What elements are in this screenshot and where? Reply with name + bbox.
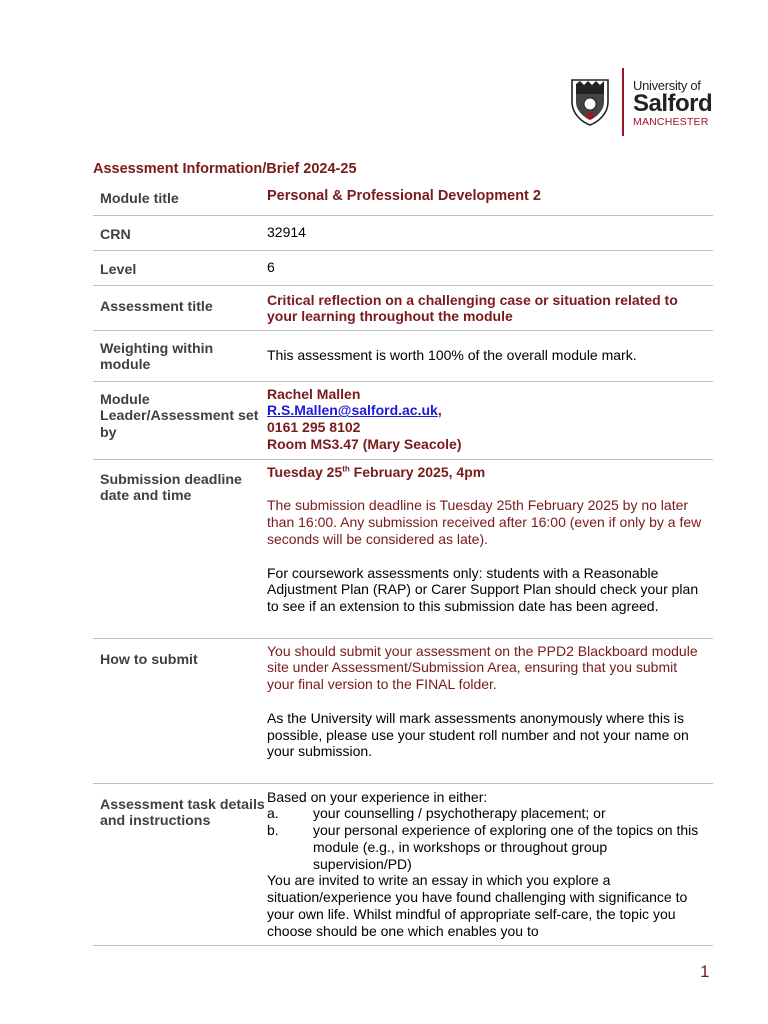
row-how-to-submit xyxy=(93,638,713,783)
row-crn xyxy=(93,215,713,250)
deadline-paragraph: The submission deadline is Tuesday 25th February 2025 by no later than 16:00. Any submission received after 16:00 (even if only by a few seconds will be considered as late). xyxy=(267,497,702,547)
label-module-title: Module title xyxy=(93,180,266,215)
row-level xyxy=(93,250,713,285)
label-crn: CRN xyxy=(93,215,266,250)
submit-instructions: You should submit your assessment on the PPD2 Blackboard module site under Assessment/Submission Area, ensuring that you submit your final version to the FINAL folder. xyxy=(267,642,698,693)
anonymous-marking-note: As the University will mark assessments anonymously where this is possible, please use your student roll number and not your name on your submission. xyxy=(267,709,689,760)
row-task-details xyxy=(93,783,713,945)
value-task-details xyxy=(266,783,713,945)
row-module-leader xyxy=(93,381,713,459)
value-module-title: Personal & Professional Development 2 xyxy=(266,180,713,215)
leader-name: Rachel Mallen xyxy=(267,385,361,402)
leader-email-link[interactable]: R.S.Mallen@salford.ac.uk xyxy=(267,402,438,419)
value-crn: 32914 xyxy=(266,215,713,250)
deadline-headline: Tuesday 25th February 2025, 4pm xyxy=(267,463,486,480)
university-logo xyxy=(570,68,720,138)
value-assessment-title: Critical reflection on a challenging case or situation related to your learning throughout the module xyxy=(266,285,713,330)
page-number: 1 xyxy=(700,962,710,981)
label-task-details: Assessment task details and instructions xyxy=(93,783,266,945)
row-weighting xyxy=(93,330,713,381)
task-intro: Based on your experience in either: xyxy=(267,788,488,805)
label-level: Level xyxy=(93,250,266,285)
value-how-to-submit xyxy=(266,638,713,783)
label-assessment-title: Assessment title xyxy=(93,285,266,330)
list-item: b. your personal experience of exploring one of the topics on this module (e.g., in workshops or throughout group supervision/PD) xyxy=(267,822,699,872)
value-level: 6 xyxy=(266,250,713,285)
brief-title: Assessment Information/Brief 2024-25 xyxy=(93,161,357,177)
logo-divider xyxy=(622,68,624,136)
label-how-to-submit: How to submit xyxy=(93,638,266,783)
logo-manchester: MANCHESTER xyxy=(633,116,709,128)
label-module-leader: Module Leader/Assessment set by xyxy=(93,381,266,459)
value-weighting: This assessment is worth 100% of the overall module mark. xyxy=(266,330,713,381)
leader-phone: 0161 295 8102 xyxy=(267,419,361,436)
value-module-leader xyxy=(266,381,713,459)
label-weighting: Weighting within module xyxy=(93,330,266,381)
row-assessment-title xyxy=(93,285,713,330)
task-body: You are invited to write an essay in which you explore a situation/experience you have found challenging with significance to your own life. Whilst mindful of appropriate self-care, the topic you choose should be one which enables you to xyxy=(267,872,688,939)
leader-room: Room MS3.47 (Mary Seacole) xyxy=(267,435,462,452)
row-deadline xyxy=(93,459,713,638)
row-module-title xyxy=(93,180,713,215)
logo-university-of: University of xyxy=(633,78,701,93)
assessment-brief-table xyxy=(93,180,713,946)
logo-salford: Salford xyxy=(633,90,713,117)
label-deadline: Submission deadline date and time xyxy=(93,459,266,638)
university-crest-icon xyxy=(570,76,610,126)
value-deadline xyxy=(266,459,713,638)
list-item: a. your counselling / psychotherapy placement; or xyxy=(267,805,606,822)
leader-email-suffix: , xyxy=(437,402,442,419)
rap-paragraph: For coursework assessments only: students with a Reasonable Adjustment Plan (RAP) or Carer Support Plan should check your plan to see if an extension to this submission date has been agreed. xyxy=(267,564,699,615)
